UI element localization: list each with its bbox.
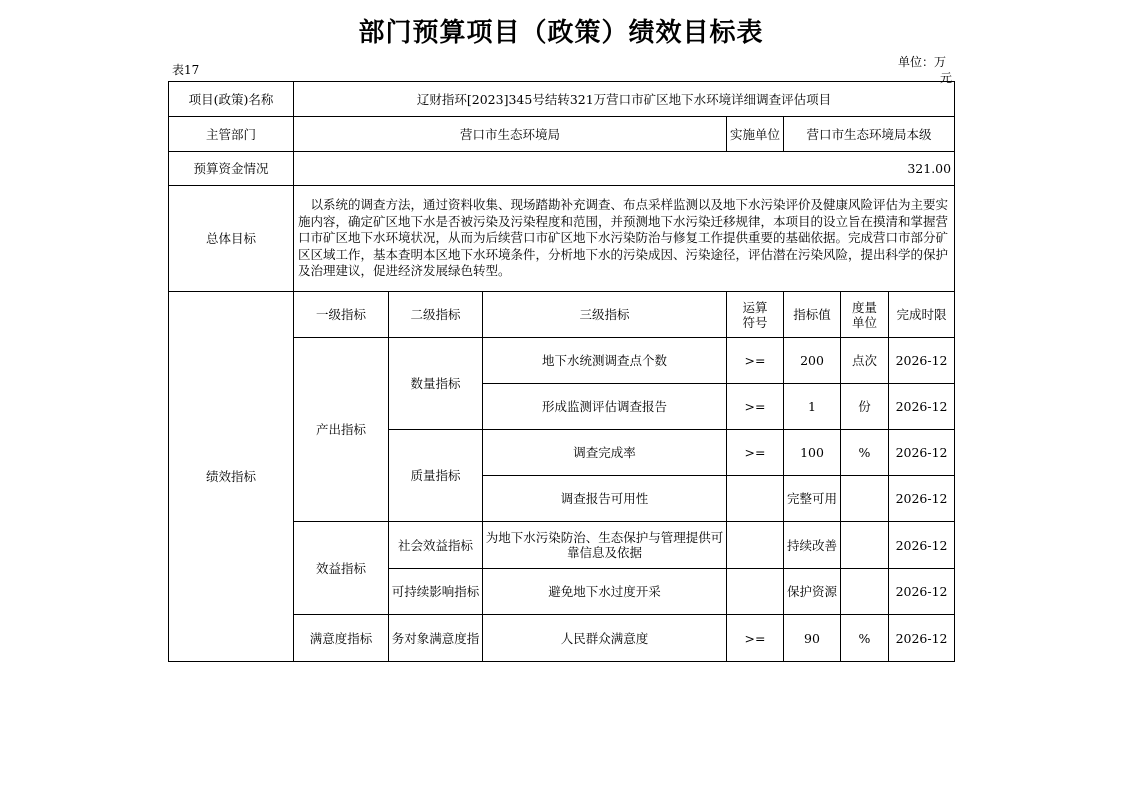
indicator-deadline: 2026-12 xyxy=(889,476,955,522)
unit-label: 单位：万 xyxy=(898,55,947,69)
indicator-op: >= xyxy=(727,384,784,430)
indicator-deadline: 2026-12 xyxy=(889,430,955,476)
row-department xyxy=(169,117,955,152)
group-quantity: 数量指标 xyxy=(389,338,483,430)
indicator-unit: % xyxy=(841,430,889,476)
header-unit-line2: 单位 xyxy=(851,314,877,330)
goal-text: 以系统的调查方法，通过资料收集、现场踏勘补充调查、布点采样监测以及地下水污染评价及健康风险评估为主要实施内容，确定矿区地下水是否被污染及污染程度和范围，并预测地下水污染迁移规律，本项目的设立旨在摸清和掌握营口市矿区地下水环境状况，从而为后续营口市矿区地下水污染防治与修复工作提供重要的基础依据。完成营口市部分矿区区域工作，基本查明本区地下水环境条件，分析地下水的污染成因、污染途径，评估潜在污染风险，提出科学的保护及治理建议，促进经济发展绿色转型。 xyxy=(294,186,955,292)
row-budget xyxy=(169,152,955,186)
indicator-value: 持续改善 xyxy=(784,522,841,569)
indicator-unit xyxy=(841,569,889,615)
indicator-op: >= xyxy=(727,430,784,476)
group-output: 产出指标 xyxy=(294,338,389,522)
unit-label-tail: 元 xyxy=(940,71,953,85)
indicator-unit xyxy=(841,476,889,522)
indicator-op: >= xyxy=(727,615,784,662)
row-project-name xyxy=(169,82,955,117)
indicator-deadline: 2026-12 xyxy=(889,522,955,569)
indicator-name: 避免地下水过度开采 xyxy=(483,569,727,615)
indicator-name: 地下水统测调查点个数 xyxy=(483,338,727,384)
unit-note xyxy=(898,53,953,85)
indicator-name: 人民群众满意度 xyxy=(483,615,727,662)
dept-label: 主管部门 xyxy=(169,117,294,152)
header-deadline: 完成时限 xyxy=(889,292,955,338)
indicator-value: 保护资源 xyxy=(784,569,841,615)
indicator-deadline: 2026-12 xyxy=(889,384,955,430)
indicator-deadline: 2026-12 xyxy=(889,569,955,615)
project-name-label: 项目(政策)名称 xyxy=(169,82,294,117)
performance-table xyxy=(168,81,955,662)
indicator-unit xyxy=(841,522,889,569)
indicator-unit: 份 xyxy=(841,384,889,430)
group-benefit: 效益指标 xyxy=(294,522,389,615)
indicator-op xyxy=(727,476,784,522)
header-op-line2: 符号 xyxy=(742,314,768,330)
indicator-deadline: 2026-12 xyxy=(889,338,955,384)
indicator-deadline: 2026-12 xyxy=(889,615,955,662)
indicator-op xyxy=(727,569,784,615)
indicator-op: >= xyxy=(727,338,784,384)
budget-value: 321.00 xyxy=(294,152,955,186)
table-number: 表17 xyxy=(172,63,200,77)
indicator-value: 200 xyxy=(784,338,841,384)
indicator-unit: % xyxy=(841,615,889,662)
impl-label: 实施单位 xyxy=(727,117,784,152)
header-op-line1: 运算 xyxy=(742,299,768,315)
group-sustain: 可持续影响指标 xyxy=(389,569,483,615)
indicator-op xyxy=(727,522,784,569)
group-service: 务对象满意度指 xyxy=(389,615,483,662)
header-level3: 三级指标 xyxy=(483,292,727,338)
perf-label: 绩效指标 xyxy=(169,292,294,662)
dept-value: 营口市生态环境局 xyxy=(294,117,727,152)
indicator-value: 100 xyxy=(784,430,841,476)
header-value: 指标值 xyxy=(784,292,841,338)
indicator-name: 调查报告可用性 xyxy=(483,476,727,522)
project-name-value: 辽财指环[2023]345号结转321万营口市矿区地下水环境详细调查评估项目 xyxy=(294,82,955,117)
indicator-name: 形成监测评估调查报告 xyxy=(483,384,727,430)
header-op xyxy=(727,292,784,338)
header-unit xyxy=(841,292,889,338)
header-level1: 一级指标 xyxy=(294,292,389,338)
group-satisfaction: 满意度指标 xyxy=(294,615,389,662)
indicator-value: 1 xyxy=(784,384,841,430)
indicator-name: 调查完成率 xyxy=(483,430,727,476)
page-title: 部门预算项目（政策）绩效目标表 xyxy=(358,18,764,48)
budget-label: 预算资金情况 xyxy=(169,152,294,186)
indicator-unit: 点次 xyxy=(841,338,889,384)
header-unit-line1: 度量 xyxy=(851,299,877,315)
group-social: 社会效益指标 xyxy=(389,522,483,569)
indicator-value: 完整可用 xyxy=(784,476,841,522)
header-level2: 二级指标 xyxy=(389,292,483,338)
goal-label: 总体目标 xyxy=(169,186,294,292)
row-goal xyxy=(169,186,955,292)
indicator-name: 为地下水污染防治、生态保护与管理提供可靠信息及依据 xyxy=(483,522,727,569)
impl-value: 营口市生态环境局本级 xyxy=(784,117,955,152)
row-headers xyxy=(169,292,955,338)
group-quality: 质量指标 xyxy=(389,430,483,522)
indicator-value: 90 xyxy=(784,615,841,662)
